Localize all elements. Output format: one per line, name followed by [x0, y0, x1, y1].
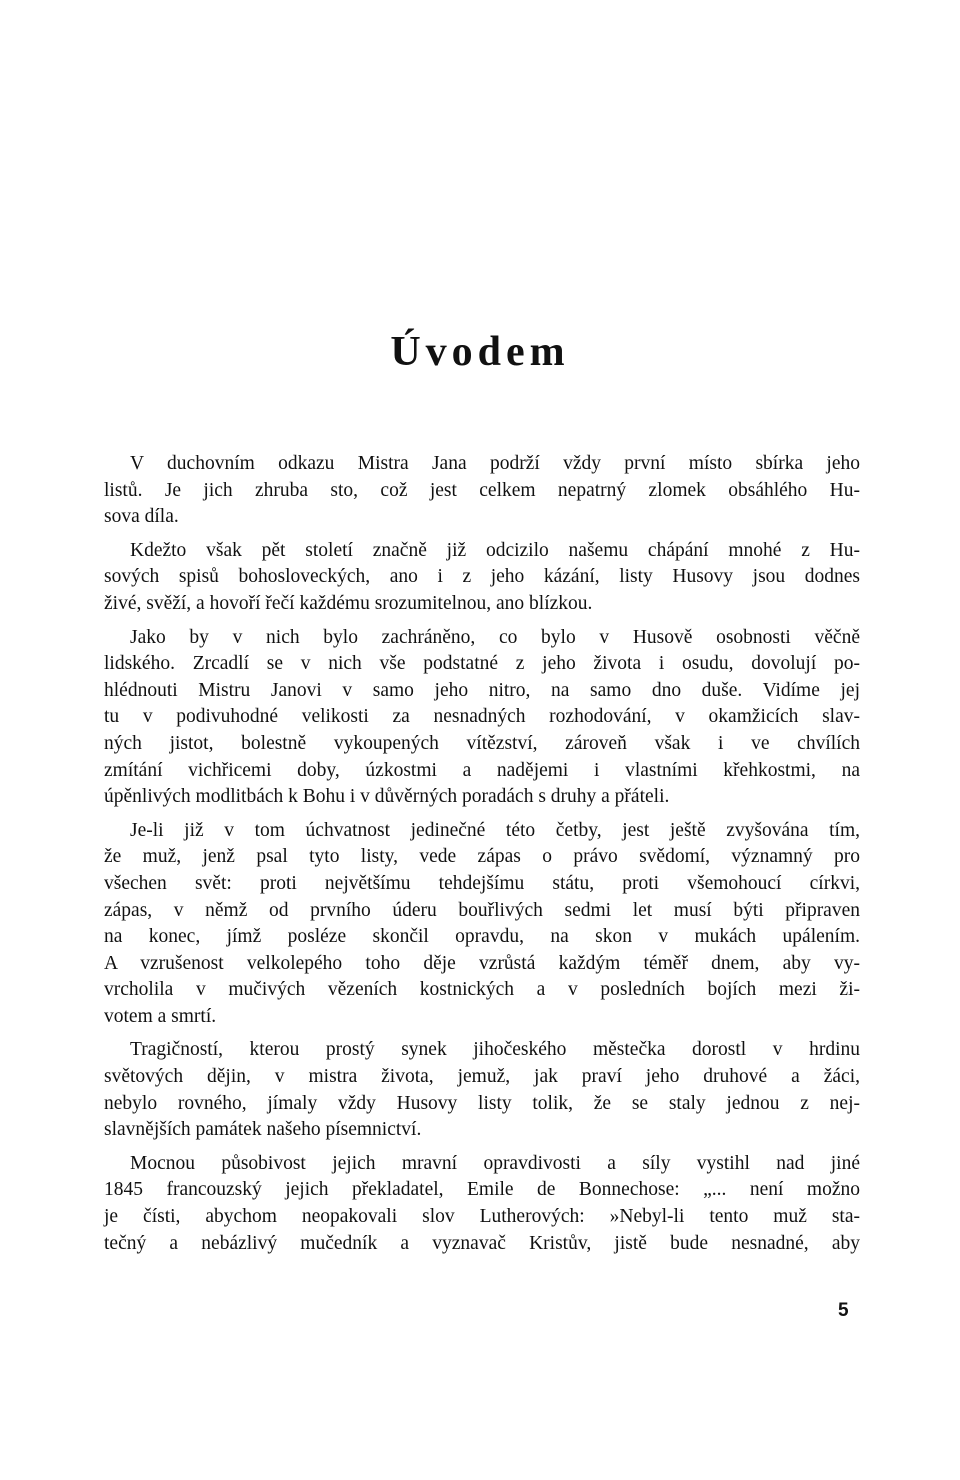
text-line: hlédnouti Mistru Janovi v samo jeho nitro, na samo dno duše. Vidíme jej [104, 679, 860, 701]
text-line: nebylo rovného, jímaly vždy Husovy listy tolik, že se staly jednou z nej- [104, 1092, 860, 1114]
text-line: živé, svěží, a hovoří řečí každému srozumitelnou, ano blízkou. [104, 592, 593, 614]
text-line: na konec, jímž posléze skončil opravdu, na skon v mukách upálením. [104, 926, 860, 948]
text-line: slavnějších památek našeho písemnictví. [104, 1119, 422, 1141]
paragraph-6 [104, 1151, 860, 1257]
text-line: listů. Je jich zhruba sto, což jest celkem nepatrný zlomek obsáhlého Hu- [104, 479, 860, 501]
text-line: tečný a nebázlivý mučedník a vyznavač Kristův, jistě bude nesnadné, aby [104, 1232, 860, 1254]
text-line: sových spisů bohosloveckých, ano i z jeho kázání, listy Husovy jsou dodnes [104, 566, 860, 588]
text-line: Tragičností, kterou prostý synek jihočeského městečka dorostl v hrdinu [130, 1039, 860, 1061]
text-line: votem a smrtí. [104, 1005, 217, 1027]
text-line: zmítání vichřicemi doby, úzkostmi a nadějemi i vlastními křehkostmi, na [104, 759, 860, 781]
text-line: 1845 francouzský jejich překladatel, Emile de Bonnechose: „... není možno [104, 1179, 860, 1201]
chapter-title: Úvodem [390, 329, 570, 375]
page-number: 5 [838, 1300, 849, 1321]
text-line: vrcholila v mučivých vězeních kostnických a v posledních bojích mezi ži- [104, 979, 860, 1001]
text-line: tu v podivuhodné velikosti za nesnadných rozhodování, v okamžicích slav- [104, 706, 860, 728]
paragraph-1 [104, 451, 860, 531]
text-line: úpěnlivých modlitbách k Bohu i v důvěrných poradách s druhy a přáteli. [104, 786, 670, 808]
text-line: Kdežto však pět století značně již odcizilo našemu chápání mnohé z Hu- [130, 539, 860, 561]
text-line: A vzrušenost velkolepého toho děje vzrůstá každým téměř dnem, aby vy- [104, 952, 860, 974]
paragraph-4 [104, 818, 860, 1031]
text-line: zápas, v němž od prvního úderu bouřlivých sedmi let musí býti připraven [104, 899, 860, 921]
body-text [104, 451, 860, 1264]
paragraph-5 [104, 1037, 860, 1143]
text-line: Mocnou působivost jejich mravní opravdivosti a síly vystihl nad jiné [130, 1152, 860, 1174]
text-line: ných jistot, bolestně vykoupených vítězství, zároveň však i ve chvílích [104, 732, 860, 754]
text-line: V duchovním odkazu Mistra Jana podrží vždy první místo sbírka jeho [130, 453, 860, 474]
text-line: Jako by v nich bylo zachráněno, co bylo v Husově osobnosti věčně [130, 626, 860, 648]
text-line: všechen svět: proti největšímu tehdejšímu státu, proti všemohoucí církvi, [104, 872, 860, 894]
text-line: Je-li již v tom úchvatnost jedinečné této četby, jest ještě zvyšována tím, [130, 819, 860, 841]
text-line: světových dějin, v mistra života, jemuž, jak praví jeho druhové a žáci, [104, 1066, 860, 1088]
text-line: je čísti, abychom neopakovali slov Lutherových: »Nebyl-li tento muž sta- [104, 1206, 860, 1228]
paragraph-2 [104, 538, 860, 618]
text-line: sova díla. [104, 506, 179, 528]
paragraph-3 [104, 625, 860, 811]
text-line: že muž, jenž psal tyto listy, vede zápas o právo svědomí, významný pro [104, 846, 860, 868]
text-line: lidského. Zrcadlí se v nich vše podstatné z jeho života i osudu, dovolují po- [104, 653, 860, 675]
